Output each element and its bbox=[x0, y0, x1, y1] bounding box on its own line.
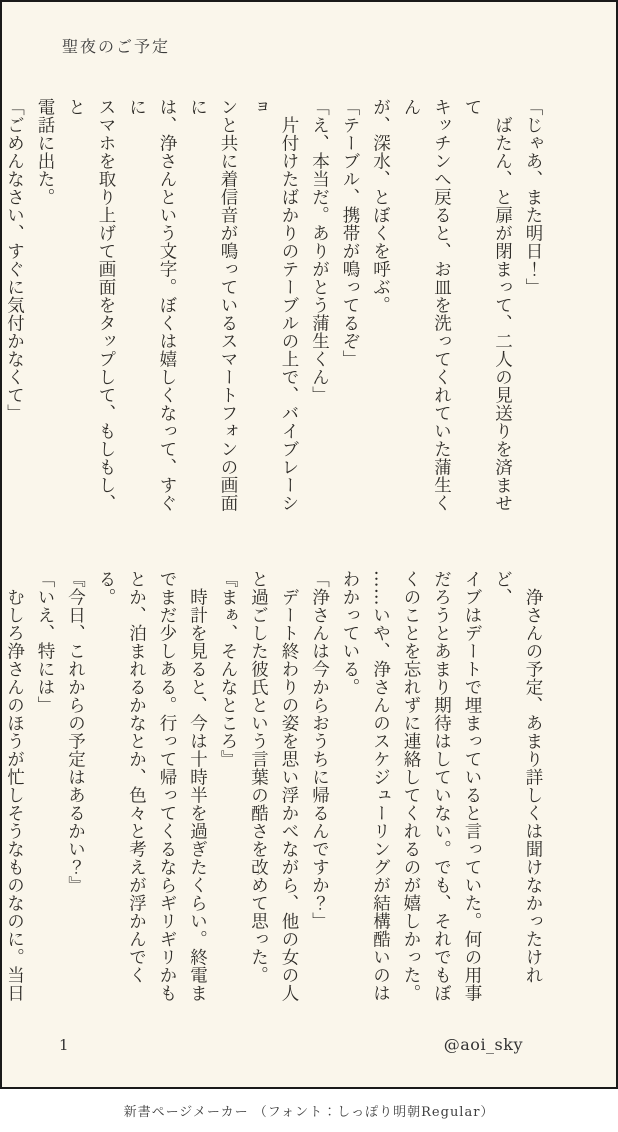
text-line: イブはデートで埋まっていると言っていた。何の用事 bbox=[462, 570, 482, 1002]
page-title: 聖夜のご予定 bbox=[62, 37, 171, 56]
text-line: ンと共に着信音が鳴っているスマートフォンの画面に bbox=[187, 98, 238, 512]
text-line: 「いえ、特には」 bbox=[35, 570, 55, 714]
text-line: デート終わりの姿を思い浮かべながら、他の女の人 bbox=[279, 587, 299, 1002]
text-line: でまだ少しある。行って帰ってくるならギリギリかも bbox=[157, 570, 177, 1002]
text-line: だろうとあまり期待はしていない。でも、それでもぼ bbox=[431, 570, 452, 1002]
text-line: わかっている。 bbox=[340, 570, 360, 696]
author-handle: @aoi_sky bbox=[443, 1035, 523, 1054]
text-line: 浄さんの予定、あまり詳しくは聞けなかったけれど、 bbox=[492, 570, 543, 984]
text-line: ばたん、と扉が閉まって、二人の見送りを済ませて bbox=[462, 98, 513, 512]
text-line: 『まぁ、そんなところ』 bbox=[218, 570, 238, 768]
text-line: 「え、本当だ。ありがとう蒲生くん」 bbox=[309, 98, 330, 404]
text-line: むしろ浄さんのほうが忙しそうなものなのに。当日 bbox=[4, 587, 25, 1002]
text-line: とか、泊まれるかなとか、色々と考えが浮かんでくる。 bbox=[96, 570, 147, 984]
text-line: キッチンへ戻ると、お皿を洗ってくれていた蒲生くん bbox=[401, 98, 452, 512]
text-line: くのことを忘れずに連絡してくれるのが嬉しかった。 bbox=[401, 570, 421, 1002]
text-line: 「ごめんなさい、すぐに気付かなくて」 bbox=[4, 98, 25, 422]
text-line: ……いや、浄さんのスケジューリングが結構酷いのは bbox=[370, 570, 391, 1002]
text-line: と過ごした彼氏という言葉の酷さを改めて思った。 bbox=[248, 570, 269, 984]
footer-bar bbox=[0, 1089, 618, 1132]
page-number: 1 bbox=[59, 1036, 69, 1054]
text-line: 「テーブル、携帯が鳴ってるぞ」 bbox=[340, 98, 360, 368]
text-line: 時計を見ると、今は十時半を過ぎたくらい。終電ま bbox=[187, 587, 208, 1002]
text-line: が、深水、とぼくを呼ぶ。 bbox=[370, 98, 391, 314]
footer-caption: 新書ページメーカー （フォント：しっぽり明朝Regular） bbox=[123, 1105, 495, 1120]
text-line: 「じゃあ、また明日！」 bbox=[523, 98, 543, 296]
text-line: 電話に出た。 bbox=[35, 98, 55, 206]
text-line: 『今日、これからの予定はあるかい？』 bbox=[65, 570, 86, 894]
text-line: は、浄さんという文字。ぼくは嬉しくなって、すぐに bbox=[126, 98, 177, 512]
text-line: 「浄さんは今からおうちに帰るんですか？」 bbox=[309, 570, 330, 930]
text-block-top bbox=[0, 98, 548, 528]
text-block-bottom bbox=[0, 570, 548, 1014]
text-line: スマホを取り上げて画面をタップして、もしもし、と bbox=[65, 98, 116, 512]
text-line: 片付けたばかりのテーブルの上で、バイブレーショ bbox=[248, 98, 299, 512]
